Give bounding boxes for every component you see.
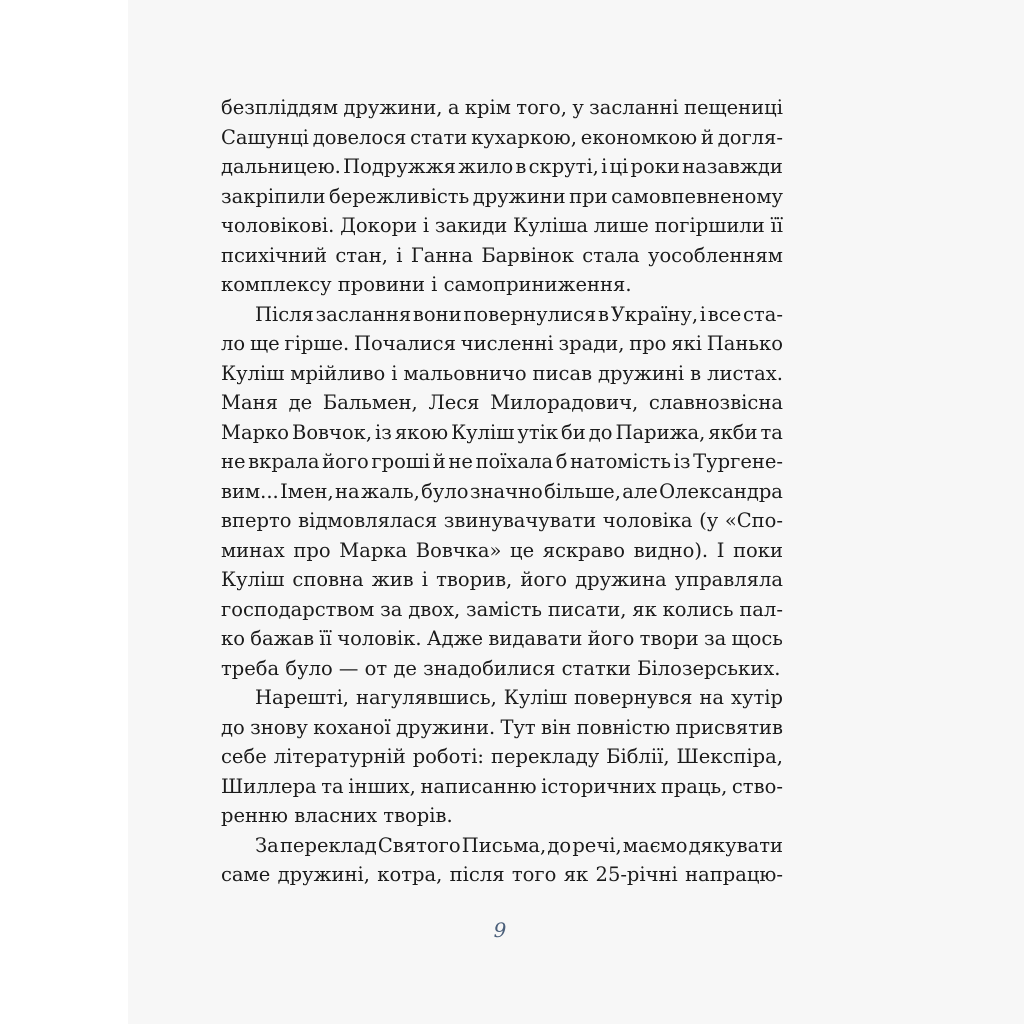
text-line: ренню власних творів. (221, 804, 453, 827)
body-text (221, 93, 783, 890)
text-line: треба було — от де знадобилися статки Білозерських. (221, 656, 781, 680)
text-line: не вкрала його гроші й не поїхала б натомість із Тургене- (221, 450, 783, 473)
text-line: вим... Імен, на жаль, було значно більше, але Олександра (221, 479, 783, 503)
text-line: вперто відмовлялася звинувачувати чоловіка (у «Спо- (221, 509, 783, 532)
text-line: безпліддям дружини, а крім того, у засланні пещениці (221, 96, 783, 119)
text-line: саме дружині, котра, після того як 25-річні напрацю- (221, 863, 783, 886)
text-line: чоловікові. Докори і закиди Куліша лише погіршили її (221, 214, 783, 237)
text-line: господарством за двох, замість писати, як колись пал- (221, 597, 783, 621)
page-number: 9 (493, 918, 507, 942)
text-line: Маня де Бальмен, Леся Милорадович, славнозвісна (221, 391, 783, 414)
text-line: Шиллера та інших, написанню історичних праць, ство- (221, 774, 783, 798)
text-line: Після заслання вони повернулися в Україну, і все ста- (255, 302, 783, 326)
text-line: Куліш сповна жив і творив, його дружина управляла (221, 568, 783, 591)
text-line: комплексу провини і самоприниження. (221, 273, 632, 296)
text-line: ло ще гірше. Почалися численні зради, про які Панько (221, 332, 783, 355)
text-line: себе літературній роботі: перекладу Біблії, Шекспіра, (221, 745, 783, 768)
text-line: Сашунці довелося стати кухаркою, економкою й догля- (221, 125, 783, 149)
text-line: дальницею. Подружжя жило в скруті, і ці роки назавжди (221, 155, 783, 178)
text-line: до знову коханої дружини. Тут він повністю присвятив (221, 715, 783, 739)
text-line: За переклад Святого Письма, до речі, маємо дякувати (255, 833, 783, 857)
text-line: минах про Марка Вовчка» це яскраво видно). І поки (221, 538, 783, 562)
text-line: Марко Вовчок, із якою Куліш утік би до Парижа, якби та (221, 420, 783, 444)
text-line: Нарешті, нагулявшись, Куліш повернувся на хутір (255, 686, 783, 709)
text-line: психічний стан, і Ганна Барвінок стала уособленням (221, 243, 783, 267)
text-line: ко бажав її чоловік. Адже видавати його твори за щось (221, 627, 783, 650)
text-line: закріпили бережливість дружини при самовпевненому (221, 184, 783, 208)
text-line: Куліш мрійливо і мальовничо писав дружині в листах. (221, 361, 783, 385)
